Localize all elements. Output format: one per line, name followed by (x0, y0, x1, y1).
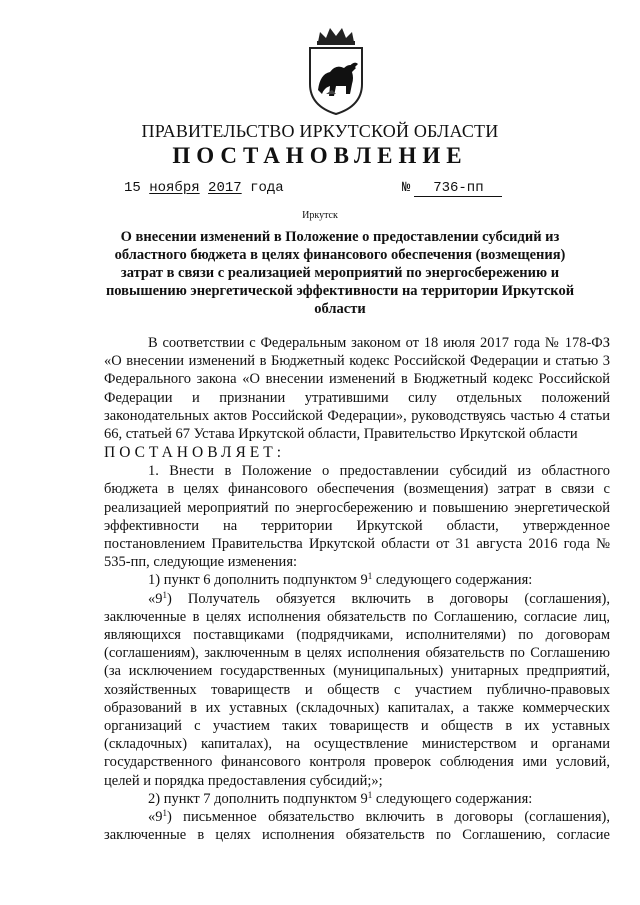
irkutsk-coat-of-arms-icon (296, 24, 376, 116)
item-1-paragraph: 1. Внести в Положение о предоставлении субсидий из областного бюджета в целях финансового обеспечения (возмещения) затрат в связи с реализацией мероприятий по энергосбережению и повышению энергетической эффективности на территории Иркутской области, утвержденное постановлением Правительства Иркутской области от 31 августа 2016 года № 535-пп, следующие изменения: (104, 463, 610, 571)
subitem-2-text-end: следующего содержания: (372, 790, 533, 807)
subitem-1-paragraph (104, 571, 610, 589)
number-sign: № (402, 180, 411, 196)
subitem-1-text: 1) пункт 6 дополнить подпунктом 9 (148, 572, 368, 589)
document-number (402, 180, 502, 197)
date-year-suffix: года (250, 180, 284, 196)
document-type-title: ПОСТАНОВЛЕНИЕ (172, 143, 468, 168)
quote-2-start: «9 (148, 809, 163, 826)
coat-of-arms-emblem (296, 24, 376, 116)
preamble-paragraph: В соответствии с Федеральным законом от 18 июля 2017 года № 178-ФЗ «О внесении изменений в Бюджетный кодекс Российской Федерации и статью 3 Федерального закона «О внесении изменений в Бюджетный кодекс Российской Федерации и признании утратившими силу отдельных положений законодательных актов Российской Федерации», руководствуясь частью 4 статьи 66, статьей 67 Устава Иркутской области, Правительство Иркутской области (104, 335, 610, 443)
date-day: 15 (124, 180, 141, 196)
subitem-2-text: 2) пункт 7 дополнить подпунктом 9 (148, 790, 368, 807)
resolves-heading: ПОСТАНОВЛЯЕТ: (104, 444, 286, 462)
government-title: ПРАВИТЕЛЬСТВО ИРКУТСКОЙ ОБЛАСТИ (141, 121, 499, 141)
subitem-1-text-end: следующего содержания: (372, 572, 533, 589)
document-date (124, 180, 284, 196)
subitem-2-paragraph (104, 790, 610, 808)
date-month: ноября (149, 180, 200, 196)
document-subject: О внесении изменений в Положение о предоставлении субсидий из областного бюджета в целях финансового обеспечения (возмещения) затрат в связи с реализацией мероприятий по энергосбережению и повышению энергетической эффективности на территории Иркутской области (105, 229, 575, 317)
quote-1-paragraph (104, 590, 610, 790)
quote-1-text: ) Получатель обязуется включить в договоры (соглашения), заключенные в целях исполнения обязательств по Соглашению, согласие лиц, являющихся поставщиками (подрядчиками, исполнителями) по договорам (соглашениям), заключенным в целях исполнения обязательств по Соглашению (за исключением государственных (муниципальных) унитарных предприятий, хозяйственных товариществ и обществ с участием публично-правовых образований в их уставных (складочных) капиталах, а также коммерческих организаций с участием таких товариществ и обществ в их уставных (складочных) капиталах), на осуществление министерством и органами государственного финансового контроля проверок соблюдения ими условий, целей и порядка предоставления субсидий;»; (104, 590, 610, 789)
quote-2-paragraph (104, 808, 610, 844)
quote-2-superscript: 1 (162, 808, 167, 819)
city-name: Иркутск (302, 210, 338, 221)
quote-1-superscript: 1 (162, 589, 167, 600)
date-year: 2017 (208, 180, 242, 196)
quote-2-text: ) письменное обязательство включить в договоры (соглашения), заключенные в целях исполнения обязательств по Соглашению, согласие (104, 809, 610, 844)
subitem-2-superscript: 1 (367, 789, 373, 800)
subitem-1-superscript: 1 (367, 571, 373, 582)
quote-1-start: «9 (148, 590, 163, 607)
number-value: 736-пп (414, 180, 502, 197)
document-body (104, 334, 610, 844)
